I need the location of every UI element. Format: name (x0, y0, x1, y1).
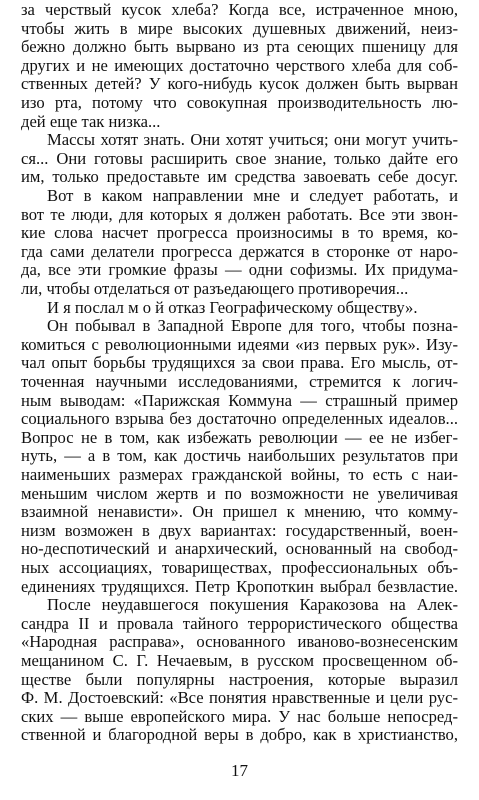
text-line: Вопрос не в том, как избежать революции — ее не избег- (21, 427, 458, 447)
text-line: низм возможен в двух вариантах: государственный, воен- (21, 520, 458, 540)
text-line: И я послал м о й отказ Географическому обществу». (47, 297, 418, 317)
text-line: дей еще так низка... (21, 111, 161, 131)
text-line: ских — выше европейского мира. У нас больше непосред- (21, 706, 458, 726)
text-line: им, только предоставьте им средства завоевать себе досуг. (21, 167, 458, 187)
text-line: за черствый кусок хлеба? Когда все, истраченное мною, (21, 0, 458, 19)
text-line: ных ассоциациях, товариществах, профессиональных объ- (21, 558, 458, 577)
text-line: точенная научными исследованиями, стремится к логич- (21, 372, 458, 391)
text-line: ществе были популярны настроения, которые выразил (21, 669, 458, 689)
text-line: да, все эти громкие фразы — одни софизмы. Их придума- (21, 260, 458, 280)
text-line: ся... Они готовы расширить свое знание, только дайте его (21, 148, 458, 168)
text-line: меньшим числом жертв и по возможности не увеличивая (21, 483, 458, 503)
text-line: После неудавшегося покушения Каракозова на Алек- (47, 595, 458, 615)
page-number: 17 (231, 761, 248, 780)
text-line: чтобы жить в мире высоких душевных движений, неиз- (21, 18, 458, 38)
text-line: ным выводам: «Парижская Коммуна — страшный пример (21, 390, 458, 410)
text-line: но-деспотический и анархический, основанный на свобод- (21, 539, 458, 559)
text-line: сандра II и провала тайного террористического общества (21, 613, 458, 633)
text-line: социального взрыва без достаточно определенных идеалов... (21, 409, 458, 429)
text-line: Вот в каком направлении мне и следует работать, и (47, 186, 458, 205)
text-line: комиться с революционными идеями «из первых рук». Изу- (21, 334, 458, 354)
text-line: взаимной ненависти». Он пришел к мнению, что комму- (21, 502, 458, 522)
text-line: вот те люди, для которых я должен работать. Все эти звон- (21, 204, 458, 224)
text-line: мещанином С. Г. Нечаевым, в русском просвещенном об- (21, 651, 458, 670)
text-line: ли, чтобы отделаться от разъедающего противоречия... (21, 279, 409, 298)
text-line: «Народная расправа», основанного иваново-вознесенским (21, 632, 458, 652)
text-line: единениях трудящихся. Петр Кропоткин выбрал безвластие. (21, 576, 458, 596)
text-line: кие слова насчет прогресса произносимы в то время, ко- (21, 223, 458, 243)
text-line: гда сами делатели прогресса держатся в сторонке от наро- (21, 241, 458, 261)
text-line: других и не имеющих достаточно черствого хлеба для соб- (21, 55, 458, 75)
text-line: бежно должно быть вырвано из рта сеющих пшеницу для (21, 37, 458, 57)
text-line: нуть, — а в том, как достичь наибольших результатов при (21, 446, 458, 466)
text-line: Ф. М. Достоевский: «Все понятия нравственные и цели рус- (21, 688, 458, 708)
text-line: чал опыт борьбы трудящихся за свои права. Его мысль, от- (21, 353, 458, 373)
text-line: ственных детей? У кого-нибудь кусок должен быть вырван (21, 74, 458, 94)
text-line: ственной и благородной веры в добро, как в христианство, (21, 725, 458, 745)
text-line: Он побывал в Западной Европе для того, чтобы позна- (47, 316, 458, 336)
text-line: наименьших размерах гражданской войны, то есть с наи- (21, 465, 458, 484)
text-line: Массы хотят знать. Они хотят учиться; они могут учить- (47, 130, 458, 150)
text-line: изо рта, потому что совокупная производительность лю- (21, 93, 458, 112)
